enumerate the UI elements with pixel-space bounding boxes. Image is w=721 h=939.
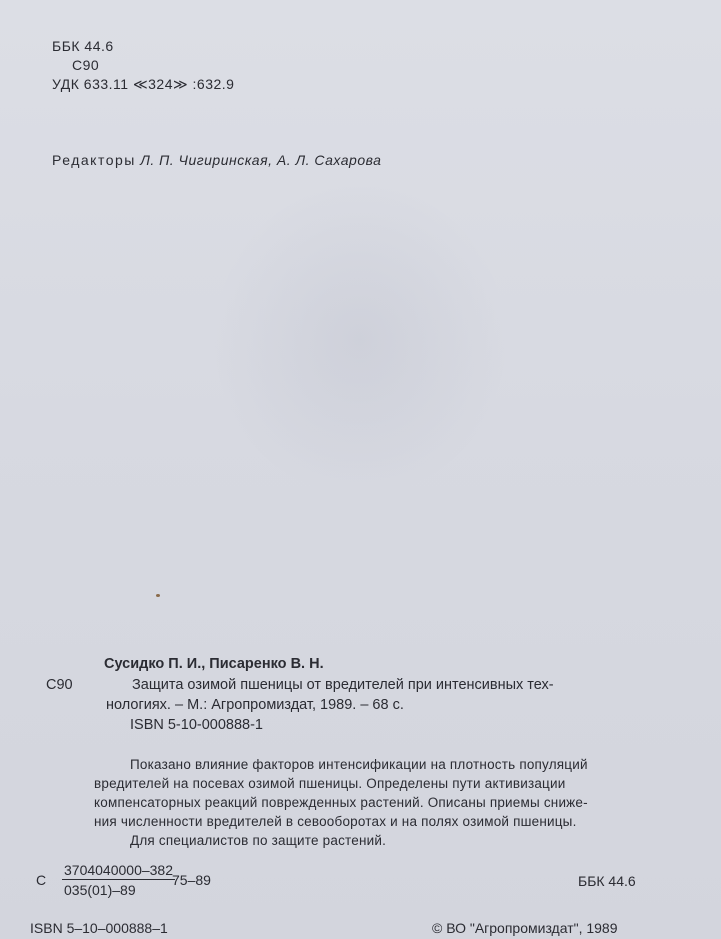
abstract-line-2: вредителей на посевах озимой пшеницы. Определены пути активизации <box>94 776 566 791</box>
index-numerator: 3704040000–382 <box>64 862 174 878</box>
audience-note: Для специалистов по защите растений. <box>130 833 387 848</box>
cutter-top: С90 <box>72 57 100 73</box>
authors: Сусидко П. И., Писаренко В. Н. <box>104 656 324 672</box>
title-line-1: Защита озимой пшеницы от вредителей при интенсивных тех- <box>132 677 554 693</box>
bbk-top: ББК 44.6 <box>52 38 114 54</box>
abstract-line-1: Показано влияние факторов интенсификации на плотность популяций <box>130 757 588 772</box>
index-letter: С <box>36 872 47 888</box>
editors-line <box>52 152 381 168</box>
bleed-through-shadow <box>210 180 510 500</box>
udk-code: УДК 633.11 ≪324≫ :632.9 <box>52 76 235 92</box>
isbn-bottom: ISBN 5–10–000888–1 <box>30 920 168 936</box>
isbn-card: ISBN 5-10-000888-1 <box>130 717 263 733</box>
abstract-line-4: ния численности вредителей в севооборотах и на полях озимой пшеницы. <box>94 814 577 829</box>
index-denominator: 035(01)–89 <box>64 882 136 898</box>
paper-speck <box>156 594 160 597</box>
copyright: © ВО "Агропромиздат", 1989 <box>432 920 618 936</box>
editors-label: Редакторы <box>52 152 136 168</box>
title-line-2: нологиях. – М.: Агропромиздат, 1989. – 68 с. <box>106 697 404 713</box>
abstract-line-3: компенсаторных реакций поврежденных растений. Описаны приемы сниже- <box>94 795 588 810</box>
cutter-card: С90 <box>46 677 73 693</box>
bbk-bottom: ББК 44.6 <box>578 873 636 889</box>
index-suffix: 75–89 <box>172 872 211 888</box>
publishing-index-fraction <box>62 862 175 898</box>
editors-names: Л. П. Чигиринская, А. Л. Сахарова <box>140 152 382 168</box>
